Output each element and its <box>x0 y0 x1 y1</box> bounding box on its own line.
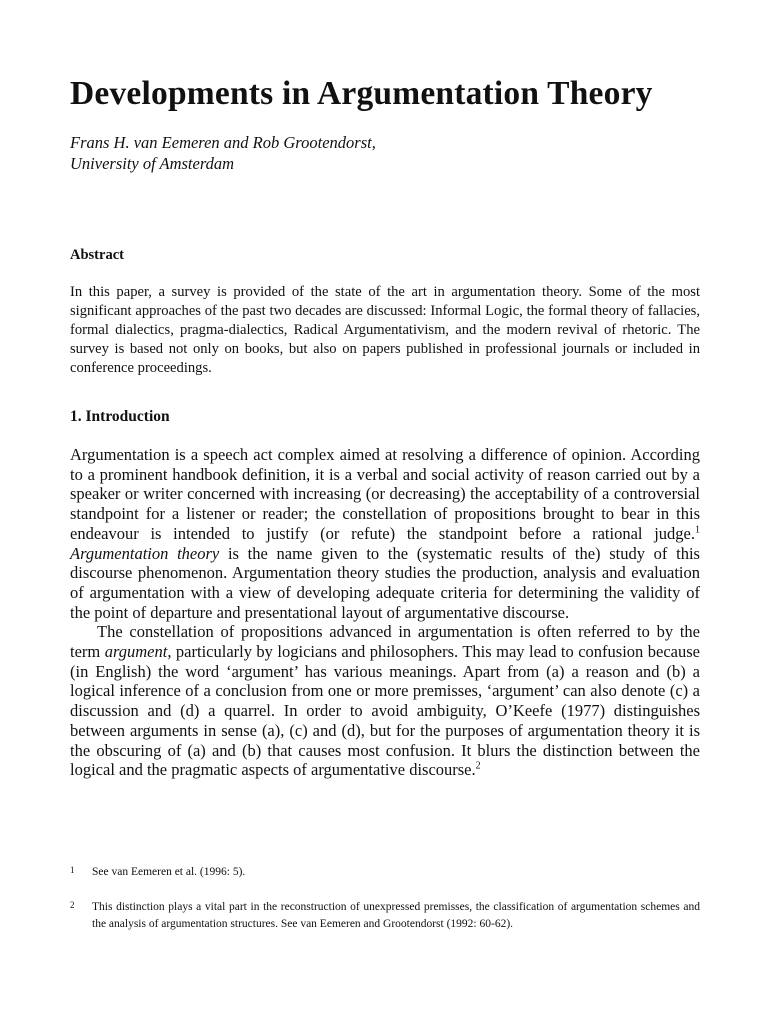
term-argument: argument <box>104 642 168 662</box>
section-heading-introduction: 1. Introduction <box>70 408 170 425</box>
introduction-paragraph-1 <box>70 445 700 622</box>
paragraph-2-text-a: The constellation of propositions advanced in argumentation is often referred to by the term <box>70 622 700 662</box>
term-argumentation-theory: Argumentation theory <box>70 543 220 563</box>
abstract-heading: Abstract <box>70 247 124 263</box>
footnote-2 <box>70 899 700 933</box>
paragraph-1-text-a: Argumentation is a speech act complex aimed at resolving a difference of opinion. According to a prominent handbook definition, it is a verbal and social activity of reason carried out by a speaker or writer concerned with increasing (or decreasing) the acceptability of a controversial standpoint for a listener or reader; the constellation of propositions brought to bear in this endeavour is intended to justify (or refute) the standpoint before a rational judge. <box>70 445 700 543</box>
paragraph-2-text-b: , particularly by logicians and philosophers. This may lead to confusion because (in English) the word ‘argument’ has various meanings. Apart from (a) a reason and (b) a logical inference of a conclusion from one or more premisses, ‘argument’ can also denote (c) a discussion and (d) a quarrel. In order to avoid ambiguity, O’Keefe (1977) distinguishes between arguments in sense (a), (c) and (d), but for the purposes of argumentation theory it is the obscuring of (a) and (b) that causes most confusion. It blurs the distinction between the logical and the pragmatic aspects of argumentative discourse. <box>70 642 700 780</box>
paragraph-1-text-b: is the name given to the (systematic results of the) study of this discourse phenomenon. Argumentation theory studies the production, analysis and evaluation of argumentation with a view of developing adequate criteria for determining the validity of the point of departure and presentational layout of argumentative discourse. <box>70 543 700 622</box>
author-affiliation: University of Amsterdam <box>70 154 235 173</box>
footnote-2-text: This distinction plays a vital part in the reconstruction of unexpressed premisses, the classification of argumentation schemes and the analysis of argumentation structures. See van Eemeren and Grootendorst (1992: 60-62). <box>92 901 700 930</box>
footnote-1-text: See van Eemeren et al. (1996: 5). <box>92 866 246 878</box>
introduction-paragraph-2 <box>70 622 700 780</box>
paper-title: Developments in Argumentation Theory <box>70 75 653 112</box>
abstract-text: In this paper, a survey is provided of the state of the art in argumentation theory. Some of the most significant approaches of the past two decades are discussed: Informal Logic, the formal theory of fallacies, formal dialectics, pragma-dialectics, Radical Argumentativism, and the modern revival of rhetoric. The survey is based not only on books, but also on papers published in professional journals or included in conference proceedings. <box>70 284 700 376</box>
footnote-2-mark: 2 <box>70 900 75 910</box>
introduction-body <box>70 445 700 780</box>
footnote-ref-1: 1 <box>695 524 700 536</box>
footnote-1-mark: 1 <box>70 865 75 875</box>
author-names: Frans H. van Eemeren and Rob Grootendorst, <box>70 133 376 152</box>
author-block <box>70 132 376 174</box>
footnote-1 <box>70 864 700 881</box>
footnote-ref-2: 2 <box>475 760 481 772</box>
